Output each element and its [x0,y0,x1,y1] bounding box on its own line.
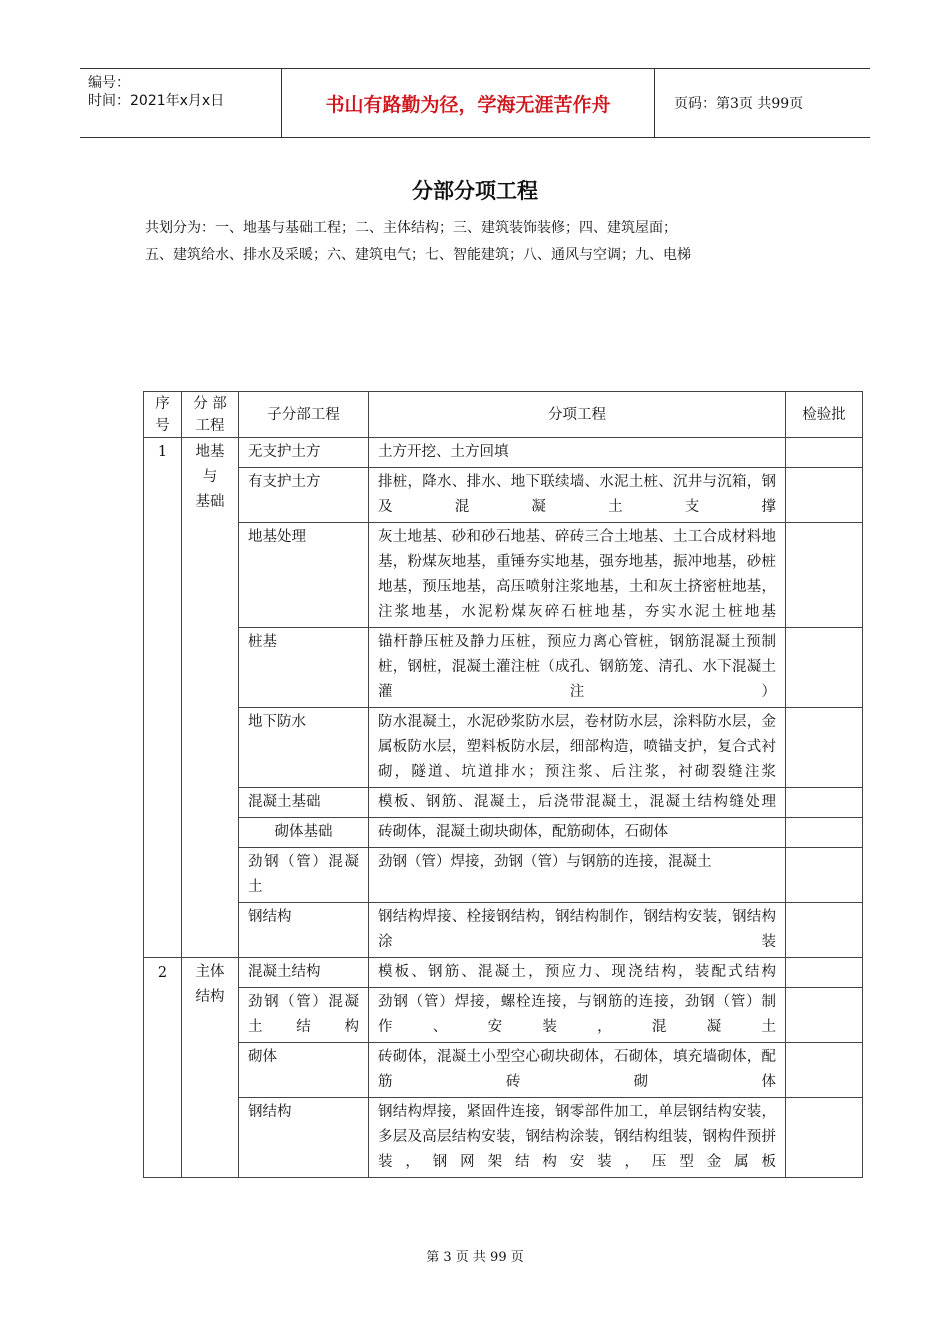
items-cell: 排桩，降水、排水、地下联续墙、水泥土桩、沉井与沉箱，钢及混凝土支撑 [369,468,786,523]
subsection-cell: 无支护土方 [239,438,369,468]
batch-cell [786,818,863,848]
batch-cell [786,988,863,1043]
table-row [144,903,863,958]
header-motto: 书山有路勤为径，学海无涯苦作舟 [281,69,655,137]
items-cell: 锚杆静压桩及静力压桩，预应力离心管桩，钢筋混凝土预制桩，钢桩，混凝土灌注桩（成孔、钢筋笼、清孔、水下混凝土灌注） [369,628,786,708]
subsection-cell: 混凝土基础 [239,788,369,818]
batch-cell [786,523,863,628]
items-cell: 砖砌体，混凝土小型空心砌块砌体，石砌体，填充墙砌体，配筋砖砌体 [369,1043,786,1098]
table-row [144,958,863,988]
items-cell: 模板、钢筋、混凝土，后浇带混凝土，混凝土结构缝处理 [369,788,786,818]
batch-cell [786,848,863,903]
subsection-cell: 钢结构 [239,903,369,958]
batch-cell [786,438,863,468]
group1-section [182,438,239,958]
group1-seq: 1 [144,438,182,958]
batch-cell [786,468,863,523]
batch-cell [786,788,863,818]
items-cell: 土方开挖、土方回填 [369,438,786,468]
items-cell: 劲钢（管）焊接，螺栓连接，与钢筋的连接，劲钢（管）制作、安装，混凝土 [369,988,786,1043]
table-row [144,438,863,468]
items-cell: 灰土地基、砂和砂石地基、碎砖三合土地基、土工合成材料地基，粉煤灰地基，重锤夯实地基，强夯地基，振冲地基，砂桩地基，预压地基，高压喷射注浆地基，土和灰土挤密桩地基，注浆地基，水泥粉煤灰碎石桩地基，夯实水泥土桩地基 [369,523,786,628]
group2-section-line-1: 主体 [195,964,225,980]
subsection-cell: 混凝土结构 [239,958,369,988]
items-cell: 劲钢（管）焊接，劲钢（管）与钢筋的连接，混凝土 [369,848,786,903]
batch-cell [786,1098,863,1178]
table-row [144,1043,863,1098]
subsection-cell: 地下防水 [239,708,369,788]
table-row [144,468,863,523]
table-row [144,1098,863,1178]
group2-seq: 2 [144,958,182,1178]
subsection-cell: 有支护土方 [239,468,369,523]
batch-cell [786,1043,863,1098]
header-section-line-1: 分 部 [193,395,227,412]
number-label: 编号： [88,75,130,91]
header-subsection: 子分部工程 [239,392,369,438]
table-row [144,988,863,1043]
subsection-cell: 钢结构 [239,1098,369,1178]
intro-line-2: 五、建筑给水、排水及采暖；六、建筑电气；七、智能建筑；八、通风与空调；九、电梯 [145,247,691,263]
group1-section-line-3: 基础 [195,494,225,510]
group2-section [182,958,239,1178]
group1-section-line-2: 与 [202,469,218,485]
header-section-line-2: 工程 [195,417,225,434]
time-label: 时间：2021年x月x日 [88,93,225,109]
subsection-cell: 砌体 [239,1043,369,1098]
table-header-row [144,392,863,438]
subsection-cell: 劲钢（管）混凝土结构 [239,988,369,1043]
header-meta [80,69,280,137]
division-table [143,391,863,1178]
subsection-cell: 砌体基础 [239,818,369,848]
table-row [144,708,863,788]
subsection-cell: 地基处理 [239,523,369,628]
page-title: 分部分项工程 [412,179,538,203]
header-items: 分项工程 [369,392,786,438]
page-footer: 第 3 页 共 99 页 [426,1250,524,1265]
header-batch: 检验批 [786,392,863,438]
table-row [144,523,863,628]
subsection-cell: 劲钢（管）混凝土 [239,848,369,903]
batch-cell [786,903,863,958]
document-header [80,68,870,138]
header-seq: 序号 [144,392,182,438]
subsection-cell: 桩基 [239,628,369,708]
items-cell: 钢结构焊接，紧固件连接，钢零部件加工，单层钢结构安装，多层及高层结构安装，钢结构涂装，钢结构组装，钢构件预拼装，钢网架结构安装，压型金属板 [369,1098,786,1178]
items-cell: 钢结构焊接、栓接钢结构，钢结构制作，钢结构安装，钢结构涂装 [369,903,786,958]
page-label: 页码：第3页 共99页 [674,96,804,112]
header-section [182,392,239,438]
table-row [144,788,863,818]
batch-cell [786,958,863,988]
items-cell: 模板、钢筋、混凝土，预应力、现浇结构，装配式结构 [369,958,786,988]
batch-cell [786,628,863,708]
group1-section-line-1: 地基 [195,444,225,460]
table-row [144,628,863,708]
header-page-label [664,69,870,137]
batch-cell [786,708,863,788]
items-cell: 防水混凝土，水泥砂浆防水层，卷材防水层，涂料防水层，金属板防水层，塑料板防水层，细部构造，喷锚支护，复合式衬砌，隧道、坑道排水；预注浆、后注浆，衬砌裂缝注浆 [369,708,786,788]
table-row [144,848,863,903]
items-cell: 砖砌体，混凝土砌块砌体，配筋砌体，石砌体 [369,818,786,848]
intro-line-1: 共划分为：一、地基与基础工程；二、主体结构；三、建筑装饰装修；四、建筑屋面； [145,220,677,236]
group2-section-line-2: 结构 [195,989,225,1005]
table-row [144,818,863,848]
